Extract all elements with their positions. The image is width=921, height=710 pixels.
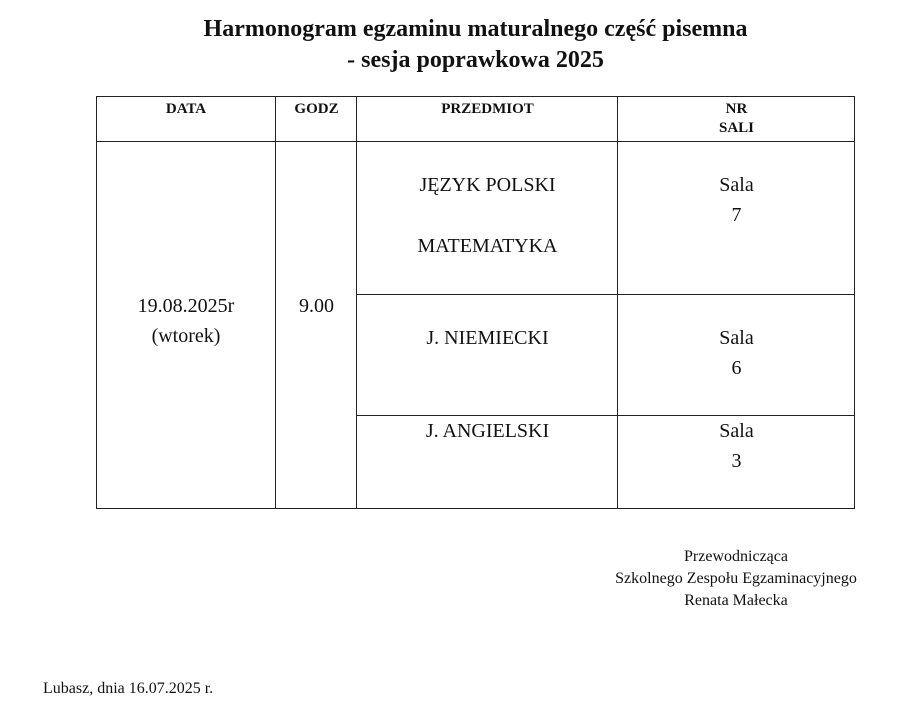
place-date: Lubasz, dnia 16.07.2025 r.: [43, 680, 214, 697]
subject-name: JĘZYK POLSKI: [419, 174, 556, 196]
table-border-bottom: [96, 508, 855, 509]
title-line-2: - sesja poprawkowa 2025: [347, 47, 604, 73]
room-label: Sala: [719, 174, 754, 196]
exam-schedule-table: [96, 96, 855, 509]
subject-cell: [357, 170, 618, 200]
subject-cell: [357, 323, 618, 353]
header-room-line-2: SALI: [718, 120, 755, 136]
exam-hour: 9.00: [299, 295, 334, 317]
exam-date: 19.08.2025r: [137, 295, 235, 317]
subject-name: J. ANGIELSKI: [425, 420, 550, 442]
signature-committee: Szkolnego Zespołu Egzaminacyjnego: [615, 570, 857, 587]
table-border-top: [96, 96, 855, 97]
header-room: [618, 100, 855, 138]
room-label: Sala: [719, 327, 754, 349]
header-subject: PRZEDMIOT: [441, 101, 534, 117]
header-date: DATA: [165, 101, 207, 117]
document-title: [0, 14, 921, 76]
signature-role: Przewodnicząca: [684, 548, 788, 565]
room-cell: [618, 170, 855, 230]
title-line-1: Harmonogram egzaminu maturalnego część pisemna: [203, 16, 748, 42]
room-label: Sala: [719, 420, 754, 442]
group-divider-1: [356, 294, 855, 295]
subject-cell: [357, 231, 618, 261]
exam-date-cell: [96, 291, 276, 351]
signature-name: Renata Małecka: [684, 592, 788, 609]
header-hour: GODZ: [294, 101, 339, 117]
room-cell: [618, 416, 855, 476]
room-cell: [618, 323, 855, 383]
room-number: 6: [731, 357, 742, 379]
subject-cell: [357, 416, 618, 446]
room-number: 7: [731, 204, 742, 226]
room-number: 3: [731, 450, 742, 472]
header-divider: [96, 141, 855, 142]
subject-name: J. NIEMIECKI: [426, 327, 549, 349]
header-room-line-1: NR: [725, 101, 748, 117]
signature-block: [540, 546, 921, 612]
exam-weekday: (wtorek): [151, 325, 221, 347]
subject-name: MATEMATYKA: [417, 235, 558, 257]
